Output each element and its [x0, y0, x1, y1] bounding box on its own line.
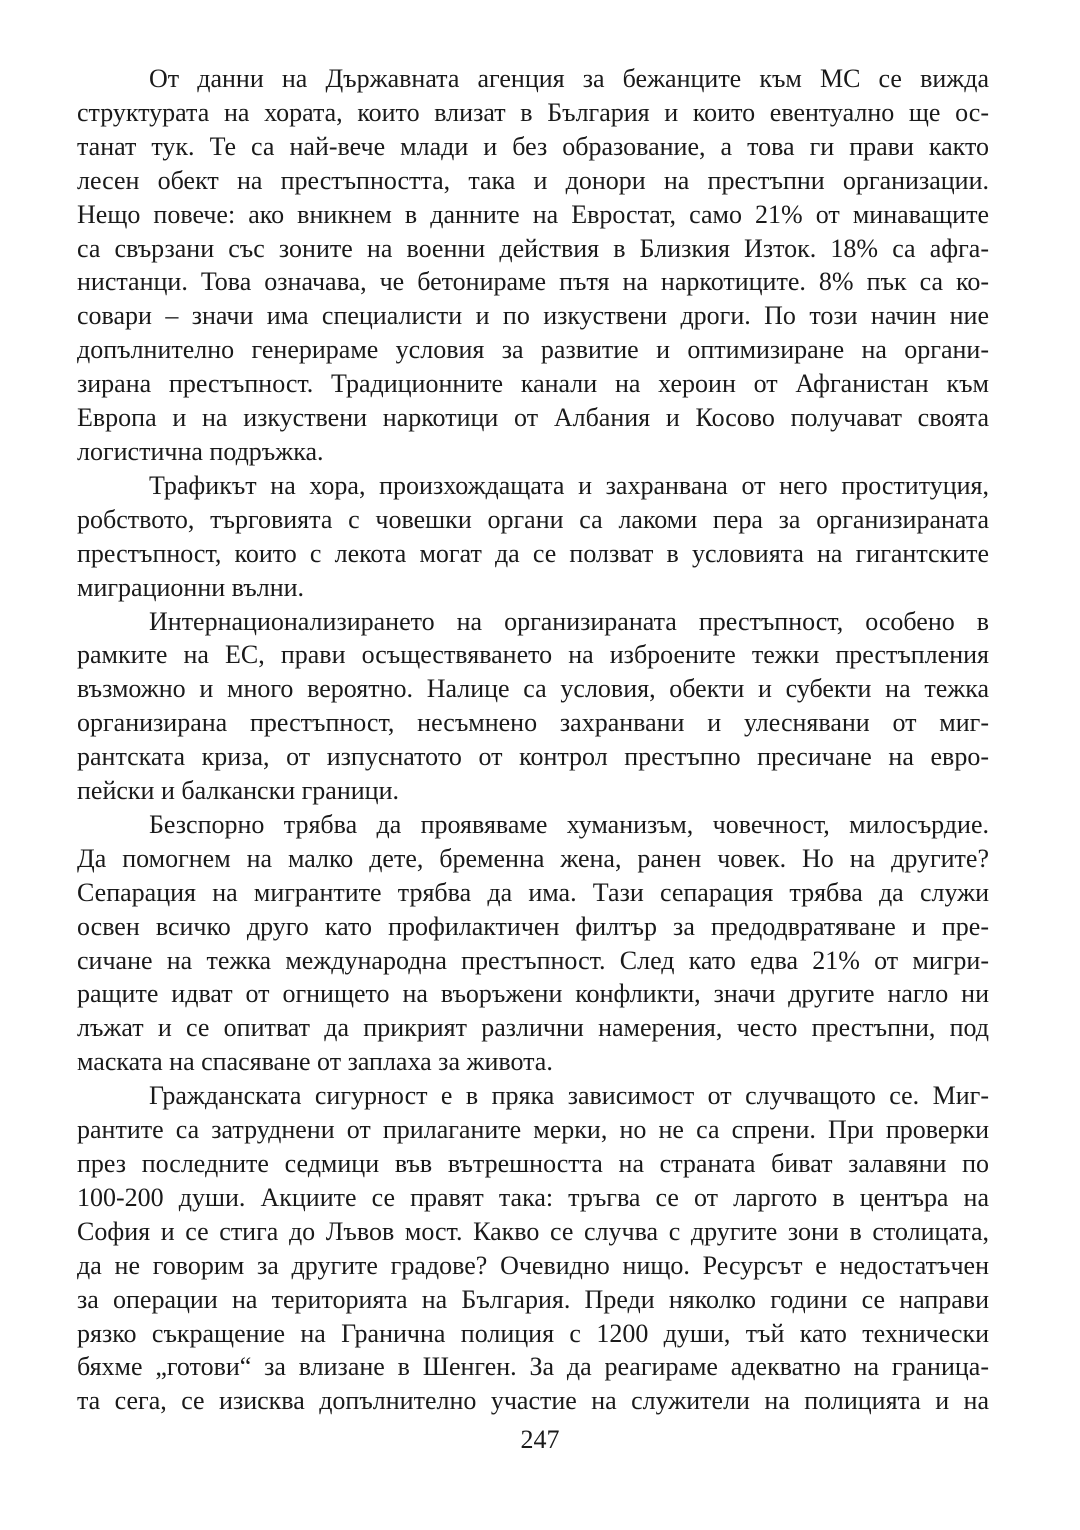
text-line: Нещо повече: ако вникнем в данните на Евростат, само 21% от минаващите: [77, 199, 989, 229]
text-line: та сега, се изисква допълнително участие на служители на полицията и на: [77, 1386, 989, 1416]
text-line: рамките на ЕС, прави осъществяването на изброените тежки престъпления: [77, 640, 989, 670]
text-line: нистанци. Това означава, че бетонираме пътя на наркотиците. 8% пък са ко-: [77, 267, 989, 297]
text-line: София и се стига до Лъвов мост. Какво се случва с другите зони в столицата,: [77, 1216, 989, 1246]
paragraph-4: [77, 808, 989, 1079]
text-line: за операции на територията на България. Преди няколко години се направи: [77, 1284, 989, 1314]
text-line: логистична подръжка.: [77, 436, 324, 466]
text-line: пейски и балкански граници.: [77, 776, 399, 806]
text-line: Европа и на изкуствени наркотици от Албания и Косово получават своята: [77, 403, 989, 433]
text-line: рантите са затруднени от прилаганите мерки, но не са спрени. При проверки: [77, 1115, 989, 1145]
paragraph-3: [77, 605, 989, 808]
text-line: совари – значи има специалисти и по изкуствени дроги. По този начин ние: [77, 301, 989, 331]
text-line: бяхме „готови“ за влизане в Шенген. За да реагираме адекватно на границa-: [77, 1352, 989, 1382]
text-line: Сепарация на мигрантите трябва да има. Тази сепарация трябва да служи: [77, 877, 989, 907]
text-line: От данни на Държавната агенция за бежанците към МС се вижда: [149, 64, 989, 93]
text-line: рязко съкращение на Гранична полиция с 1200 души, тъй като технически: [77, 1318, 989, 1348]
text-line: Да помогнем на малко дете, бременна жена, ранен човек. Но на другите?: [77, 843, 989, 873]
page-body: [77, 62, 989, 1418]
text-line: престъпност, които с лекота могат да се ползват в условията на гигантските: [77, 538, 989, 568]
text-line: робството, търговията с човешки органи са лакоми пера за организираната: [77, 504, 989, 534]
text-line: Гражданската сигурност е в пряка зависимост от случващото се. Миг-: [149, 1081, 989, 1111]
text-line: миграционни вълни.: [77, 572, 305, 602]
text-line: освен всичко друго като профилактичен филтър за предодвратяване и пре-: [77, 911, 989, 941]
text-line: организирана престъпност, несъмнено захранвани и улеснявани от миг-: [77, 708, 989, 738]
text-line: Трафикът на хора, произхождащата и захранвана от него проституция,: [149, 470, 989, 500]
text-line: Интернационализирането на организираната престъпност, особено в: [149, 606, 989, 636]
text-line: зирана престъпност. Традиционните канали на хероин от Афганистан към: [77, 369, 989, 399]
text-line: Безспорно трябва да проявяваме хуманизъм, човечност, милосърдие.: [149, 809, 989, 839]
text-line: структурата на хората, които влизат в България и които евентуално ще ос-: [77, 97, 989, 127]
text-line: маската на спасяване от заплаха за живота.: [77, 1047, 553, 1077]
text-line: рантската криза, от изпуснатото от контрол престъпно пресичане на евро-: [77, 742, 989, 772]
text-line: лесен обект на престъпността, така и донори на престъпни организации.: [77, 165, 989, 195]
page-number: 247: [520, 1425, 560, 1454]
text-line: лъжат и се опитват да прикрият различни намерения, често престъпни, под: [77, 1013, 989, 1043]
text-line: ращите идват от огнището на въоръжени конфликти, значи другите нагло ни: [77, 979, 989, 1009]
text-line: 100-200 души. Акциите се правят така: тръгва се от ларгото в центъра на: [77, 1182, 989, 1212]
text-line: възможно и много вероятно. Налице са условия, обекти и субекти на тежка: [77, 674, 989, 704]
text-line: допълнително генерираме условия за развитие и оптимизиране на органи-: [77, 335, 989, 365]
text-line: танат тук. Те са най-вече млади и без образование, а това ги прави както: [77, 131, 989, 161]
text-line: през последните седмици във вътрешността на страната биват залавяни по: [77, 1149, 989, 1178]
paragraph-1: [77, 62, 989, 469]
text-line: да не говорим за другите градове? Очевидно нищо. Ресурсът е недостатъчен: [77, 1250, 989, 1280]
paragraph-5: [77, 1079, 989, 1418]
text-line: сичане на тежка международна престъпност. След като едва 21% от мигри-: [77, 945, 989, 975]
paragraph-2: [77, 469, 989, 605]
text-line: са свързани със зоните на военни действия в Близкия Изток. 18% са афга-: [77, 233, 989, 263]
